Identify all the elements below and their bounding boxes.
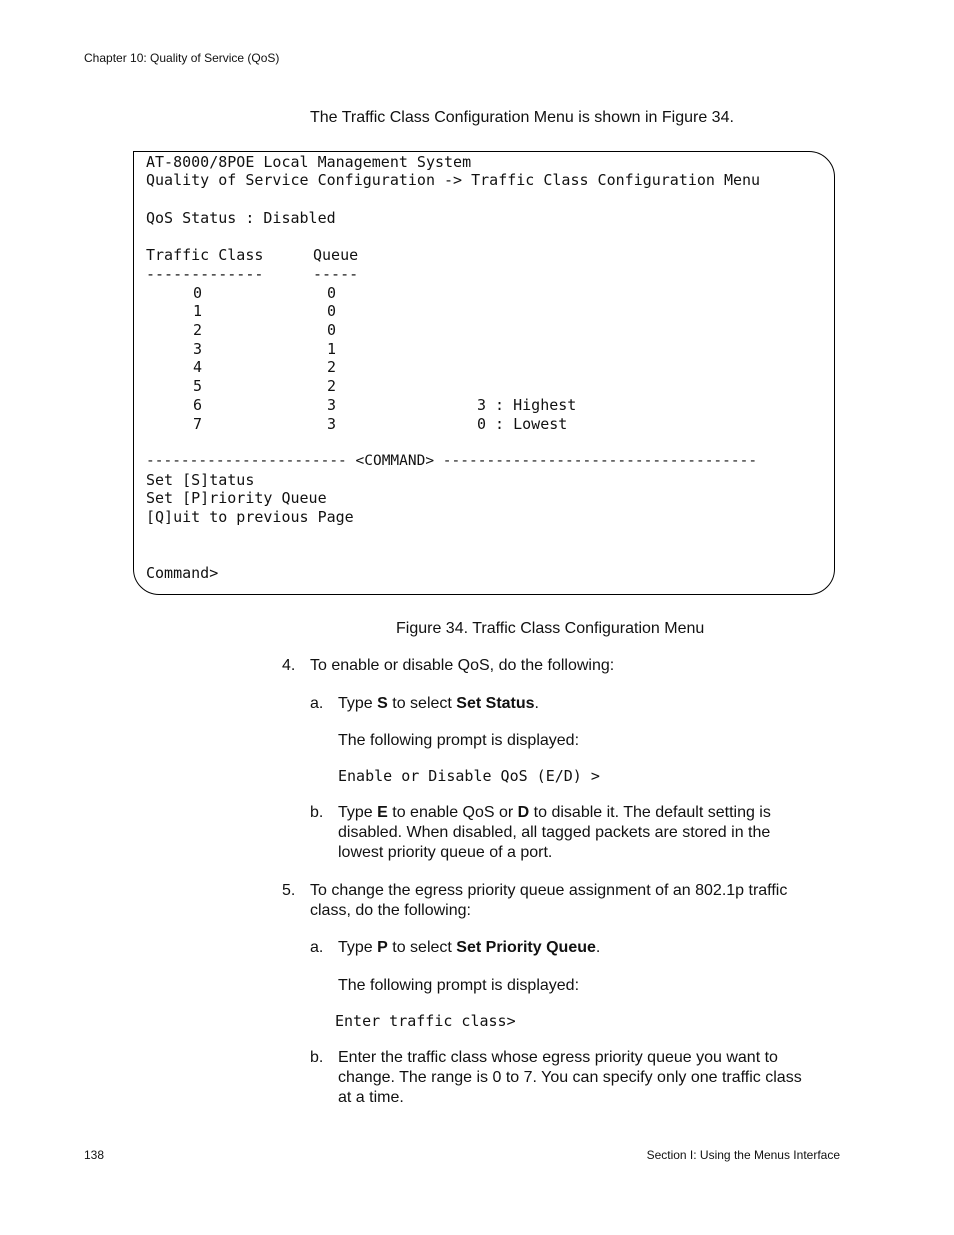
col-header-traffic-class: Traffic Class xyxy=(146,246,264,264)
traffic-class-cell: 5 xyxy=(193,377,203,395)
menu-quit[interactable]: [Q]uit to previous Page xyxy=(146,508,354,526)
qos-prompt: Enable or Disable QoS (E/D) > xyxy=(338,767,600,785)
queue-cell: 2 xyxy=(327,358,337,376)
prompt-intro-text: The following prompt is displayed: xyxy=(338,977,580,994)
substep-label: b. xyxy=(310,804,324,821)
step-4a-text: Type S to select Set Status. xyxy=(338,695,539,712)
substep-label: a. xyxy=(310,695,324,712)
intro-text: The Traffic Class Configuration Menu is shown in Figure 34. xyxy=(310,109,734,126)
legend-highest: 3 : Highest xyxy=(477,396,577,414)
queue-cell: 0 xyxy=(327,284,337,302)
screen-corner-mark xyxy=(133,151,147,165)
terminal-title: AT-8000/8POE Local Management System xyxy=(146,153,472,171)
substep-label: a. xyxy=(310,939,324,956)
prompt-intro-text: The following prompt is displayed: xyxy=(338,732,580,749)
queue-cell: 2 xyxy=(327,377,337,395)
col-header-queue: Queue xyxy=(313,246,359,264)
qos-status: QoS Status : Disabled xyxy=(146,209,336,227)
traffic-class-cell: 1 xyxy=(193,302,203,320)
queue-cell: 3 xyxy=(327,415,337,433)
command-prompt[interactable]: Command> xyxy=(146,564,219,582)
substep-label: b. xyxy=(310,1049,324,1066)
step-5b-text: Enter the traffic class whose egress priority queue you want to change. The range is 0 to 7. You can specify only one traffic class at a time. xyxy=(338,1049,802,1106)
command-divider: ----------------------- <COMMAND> ------------------------------------ xyxy=(146,453,758,469)
step-number: 4. xyxy=(282,657,296,674)
step-number: 5. xyxy=(282,882,296,899)
col-rule-traffic-class: ------------- xyxy=(146,265,264,283)
traffic-class-cell: 3 xyxy=(193,340,203,358)
traffic-class-cell: 2 xyxy=(193,321,203,339)
terminal-breadcrumb: Quality of Service Configuration -> Traffic Class Configuration Menu xyxy=(146,171,761,189)
traffic-class-cell: 4 xyxy=(193,358,203,376)
menu-set-priority-queue[interactable]: Set [P]riority Queue xyxy=(146,489,327,507)
queue-cell: 0 xyxy=(327,302,337,320)
queue-cell: 3 xyxy=(327,396,337,414)
col-rule-queue: ----- xyxy=(313,265,359,283)
step-4b-text: Type E to enable QoS or D to disable it. The default setting is disabled. When disabled, all tagged packets are stored in the lowest priority queue of a port. xyxy=(338,804,771,861)
traffic-class-prompt: Enter traffic class> xyxy=(335,1012,516,1030)
running-header: Chapter 10: Quality of Service (QoS) xyxy=(84,51,280,65)
traffic-class-cell: 6 xyxy=(193,396,203,414)
queue-cell: 1 xyxy=(327,340,337,358)
step-5a-text: Type P to select Set Priority Queue. xyxy=(338,939,601,956)
traffic-class-cell: 7 xyxy=(193,415,203,433)
step-4-text: To enable or disable QoS, do the following: xyxy=(310,657,615,674)
legend-lowest: 0 : Lowest xyxy=(477,415,568,433)
menu-set-status[interactable]: Set [S]tatus xyxy=(146,471,255,489)
step-5-text: To change the egress priority queue assignment of an 802.1p traffic class, do the following: xyxy=(310,882,788,919)
queue-cell: 0 xyxy=(327,321,337,339)
page-number: 138 xyxy=(84,1148,105,1162)
traffic-class-cell: 0 xyxy=(193,284,203,302)
running-footer: Section I: Using the Menus Interface xyxy=(646,1148,840,1162)
figure-caption: Figure 34. Traffic Class Configuration Menu xyxy=(396,620,705,637)
